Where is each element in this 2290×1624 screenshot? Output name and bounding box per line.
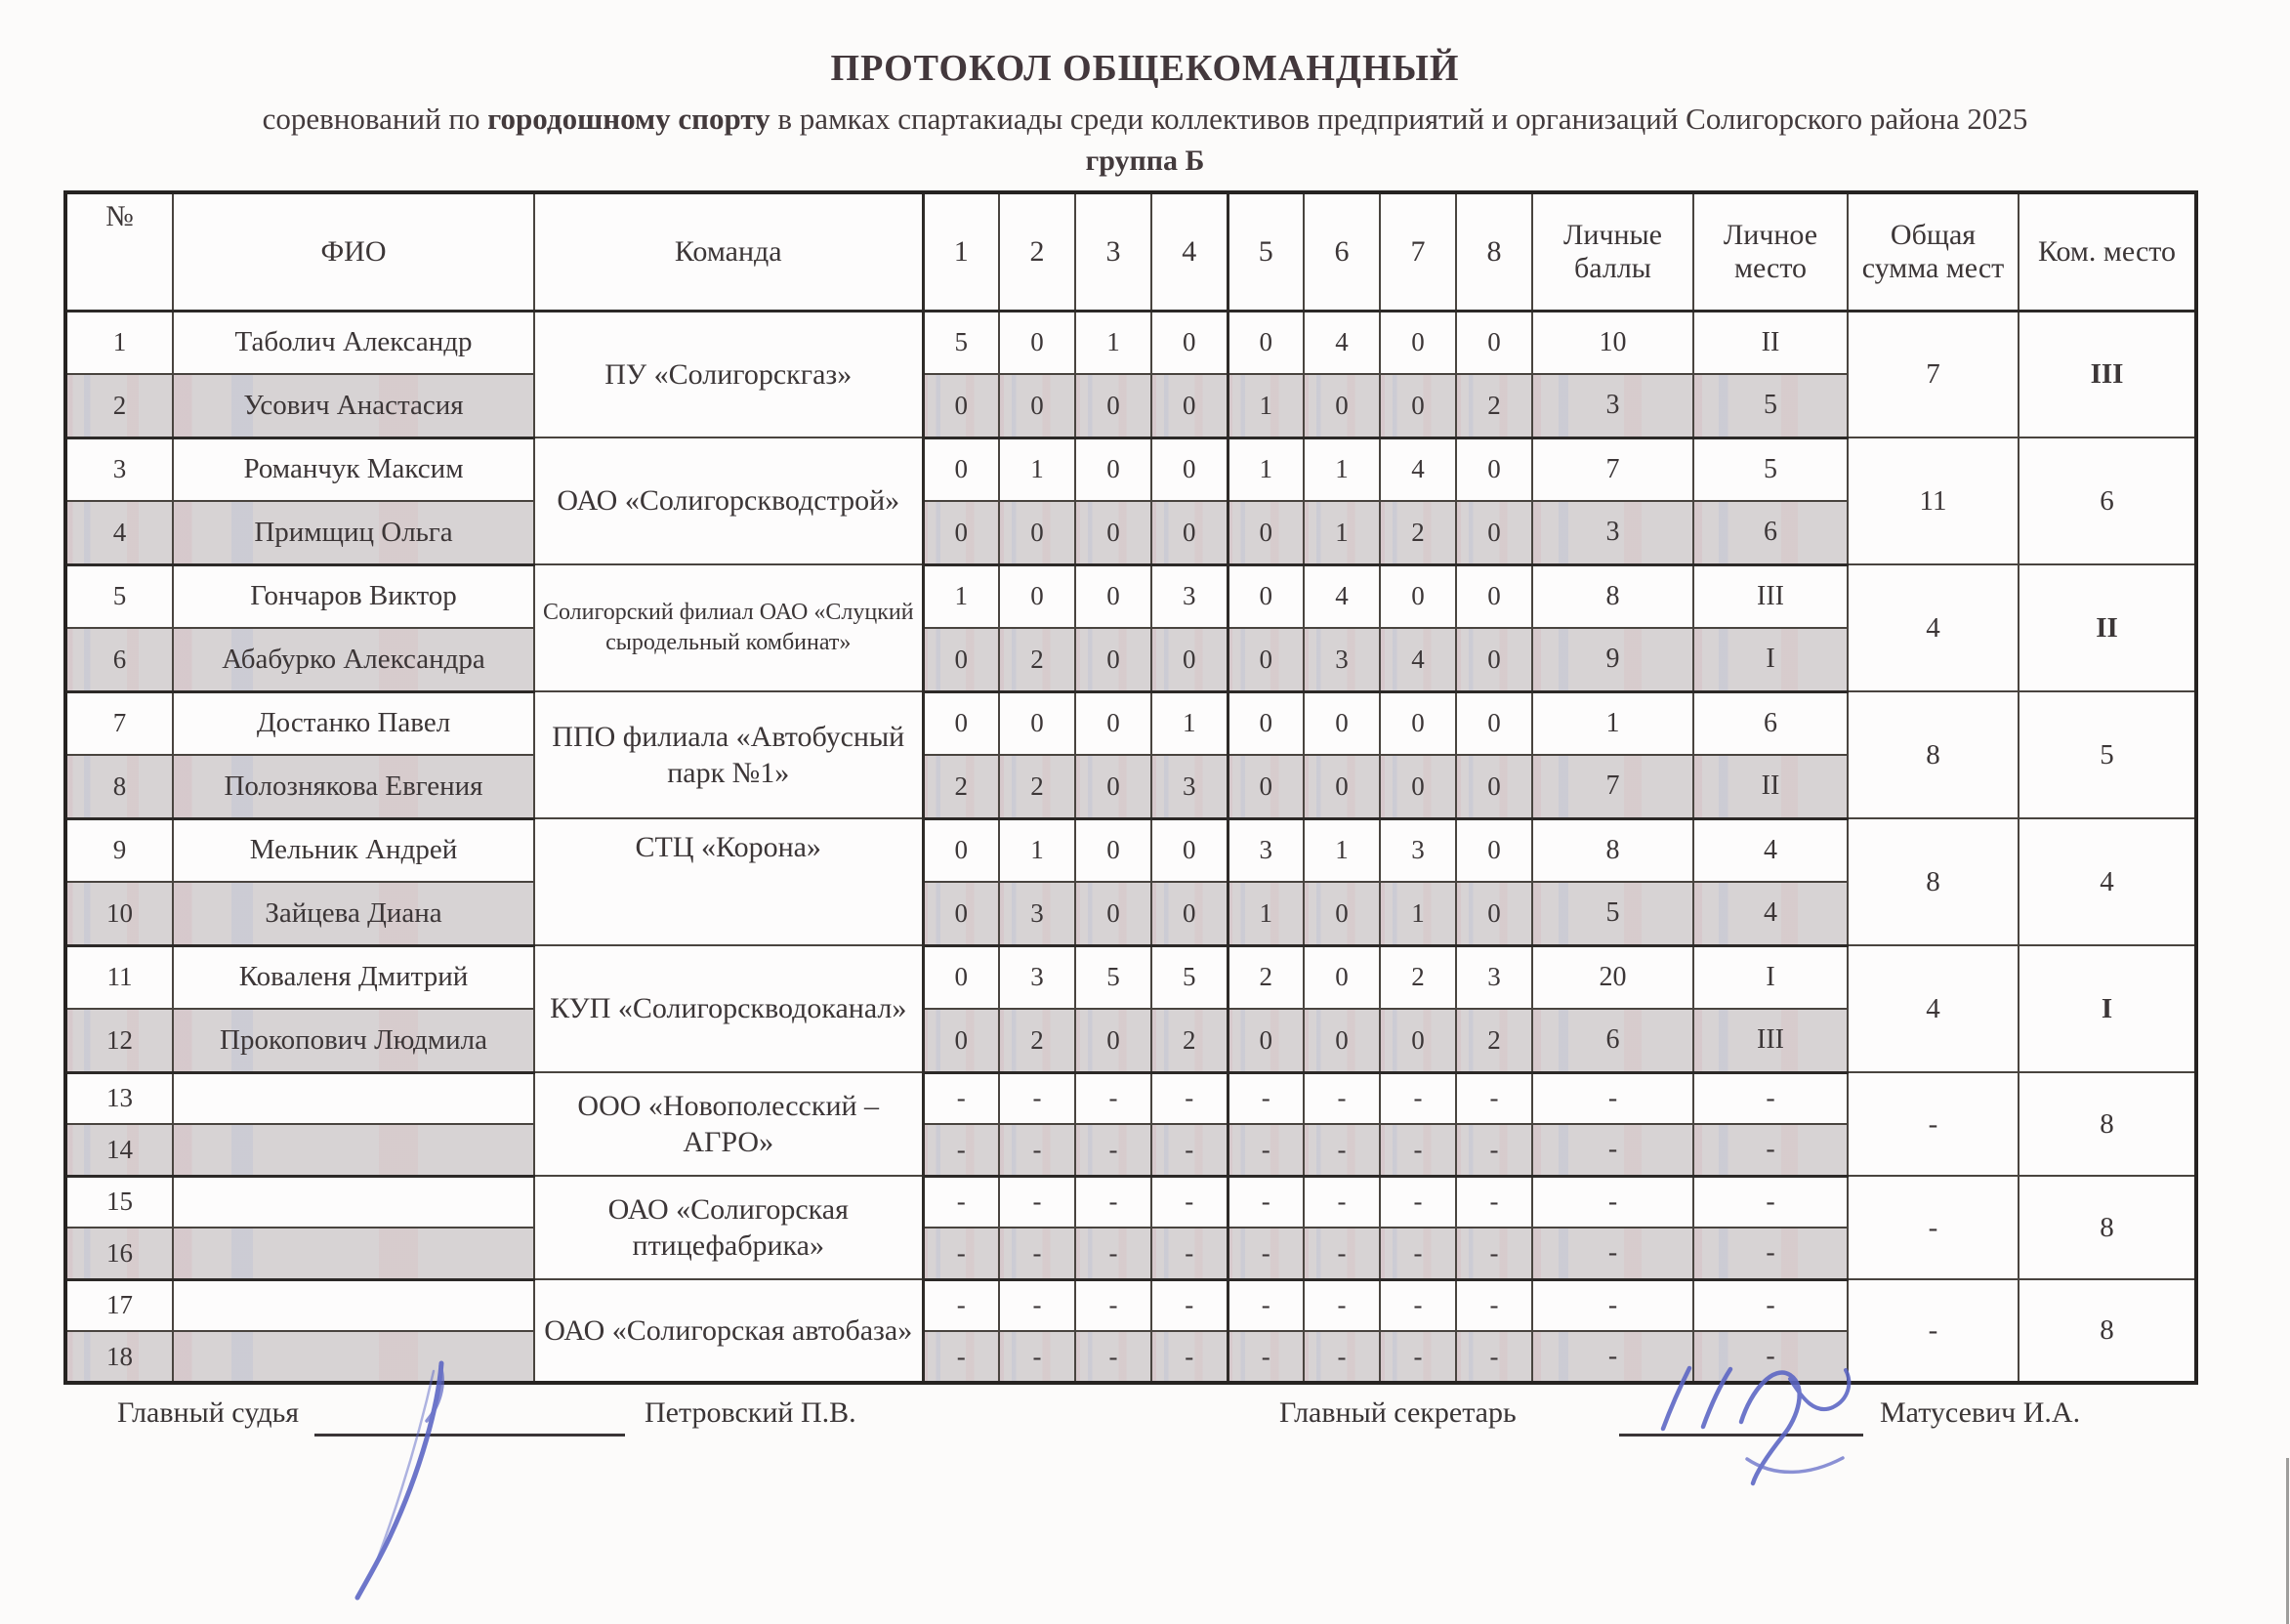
player-name-cell — [173, 1176, 534, 1228]
round-score-cell: 0 — [1075, 501, 1151, 564]
round-score-cell: - — [1456, 1176, 1532, 1228]
personal-place-cell: - — [1693, 1124, 1848, 1176]
personal-points-cell: 7 — [1532, 755, 1693, 818]
personal-points-cell: - — [1532, 1228, 1693, 1279]
column-header: № — [65, 192, 173, 311]
round-score-cell: - — [1304, 1331, 1380, 1383]
round-score-cell: 2 — [999, 755, 1075, 818]
row-number-cell: 10 — [65, 882, 173, 945]
column-header: Команда — [534, 192, 923, 311]
player-name-cell: Прокопович Людмила — [173, 1009, 534, 1072]
judge-signature-stroke — [357, 1363, 441, 1598]
row-number-cell: 8 — [65, 755, 173, 818]
judge-signature-line — [314, 1434, 625, 1437]
round-score-cell: 0 — [1456, 691, 1532, 755]
round-score-cell: - — [999, 1228, 1075, 1279]
round-score-cell: 1 — [1228, 882, 1304, 945]
team-sum-cell: 4 — [1848, 564, 2019, 691]
round-score-cell: 2 — [923, 755, 999, 818]
round-score-cell: 0 — [1456, 564, 1532, 628]
round-score-cell: 2 — [1380, 945, 1456, 1009]
round-score-cell: 0 — [1151, 374, 1228, 437]
round-score-cell: 0 — [1456, 311, 1532, 374]
personal-points-cell: 1 — [1532, 691, 1693, 755]
team-name-cell: ОАО «Солигорскводстрой» — [534, 437, 923, 564]
row-number-cell: 17 — [65, 1279, 173, 1331]
round-score-cell: 5 — [1075, 945, 1151, 1009]
round-score-cell: 4 — [1380, 628, 1456, 691]
table-row — [65, 945, 2196, 1009]
round-score-cell: 0 — [1228, 628, 1304, 691]
row-number-cell: 11 — [65, 945, 173, 1009]
round-score-cell: 0 — [1380, 564, 1456, 628]
round-score-cell: - — [923, 1176, 999, 1228]
table-row — [65, 311, 2196, 374]
round-score-cell: 4 — [1380, 437, 1456, 501]
page-subtitle — [0, 102, 2290, 137]
judge-signature-thin-stroke — [377, 1371, 434, 1561]
round-score-cell: 0 — [999, 311, 1075, 374]
personal-place-cell: - — [1693, 1072, 1848, 1124]
round-score-cell: 0 — [1304, 374, 1380, 437]
player-name-cell: Таболич Александр — [173, 311, 534, 374]
round-score-cell: - — [1304, 1124, 1380, 1176]
personal-place-cell: - — [1693, 1331, 1848, 1383]
round-score-cell: 0 — [1380, 311, 1456, 374]
round-score-cell: - — [923, 1072, 999, 1124]
round-score-cell: 0 — [1228, 1009, 1304, 1072]
column-header: 2 — [999, 192, 1075, 311]
round-score-cell: - — [1380, 1279, 1456, 1331]
player-name-cell: Усович Анастасия — [173, 374, 534, 437]
team-sum-cell: 7 — [1848, 311, 2019, 437]
round-score-cell: - — [1151, 1124, 1228, 1176]
table-row — [65, 1072, 2196, 1124]
row-number-cell: 3 — [65, 437, 173, 501]
table-row — [65, 691, 2196, 755]
column-header: 4 — [1151, 192, 1228, 311]
personal-place-cell: I — [1693, 628, 1848, 691]
secretary-signature-loop — [1741, 1373, 1800, 1483]
round-score-cell: 0 — [1304, 1009, 1380, 1072]
player-name-cell: Зайцева Диана — [173, 882, 534, 945]
round-score-cell: 0 — [923, 501, 999, 564]
round-score-cell: 3 — [1304, 628, 1380, 691]
round-score-cell: - — [1151, 1279, 1228, 1331]
round-score-cell: - — [1456, 1072, 1532, 1124]
round-score-cell: 0 — [1075, 1009, 1151, 1072]
round-score-cell: 0 — [999, 501, 1075, 564]
round-score-cell: 3 — [1151, 755, 1228, 818]
row-number-cell: 5 — [65, 564, 173, 628]
scan-edge-artifact — [2286, 1458, 2289, 1624]
round-score-cell: 0 — [999, 374, 1075, 437]
team-sum-cell: - — [1848, 1279, 2019, 1383]
table-row — [65, 437, 2196, 501]
round-score-cell: 2 — [1151, 1009, 1228, 1072]
round-score-cell: - — [1456, 1228, 1532, 1279]
personal-place-cell: - — [1693, 1176, 1848, 1228]
player-name-cell: Примщиц Ольга — [173, 501, 534, 564]
personal-points-cell: - — [1532, 1279, 1693, 1331]
round-score-cell: - — [1380, 1124, 1456, 1176]
round-score-cell: 0 — [1075, 437, 1151, 501]
personal-points-cell: 8 — [1532, 564, 1693, 628]
player-name-cell: Абабурко Александра — [173, 628, 534, 691]
round-score-cell: 0 — [1304, 882, 1380, 945]
round-score-cell: 2 — [1456, 1009, 1532, 1072]
column-header: 7 — [1380, 192, 1456, 311]
personal-place-cell: 4 — [1693, 882, 1848, 945]
round-score-cell: - — [1151, 1176, 1228, 1228]
column-header: Ком. место — [2019, 192, 2196, 311]
group-label: группа Б — [1085, 145, 1205, 177]
team-sum-cell: 11 — [1848, 437, 2019, 564]
row-number-cell: 18 — [65, 1331, 173, 1383]
team-place-cell: 8 — [2019, 1279, 2196, 1383]
round-score-cell: 0 — [1075, 628, 1151, 691]
row-number-cell: 16 — [65, 1228, 173, 1279]
round-score-cell: - — [999, 1279, 1075, 1331]
round-score-cell: - — [1228, 1228, 1304, 1279]
round-score-cell: - — [1380, 1072, 1456, 1124]
secretary-name: Матусевич И.А. — [1880, 1396, 2081, 1429]
round-score-cell: 0 — [1075, 818, 1151, 882]
round-score-cell: 0 — [923, 691, 999, 755]
round-score-cell: 1 — [923, 564, 999, 628]
round-score-cell: 0 — [1456, 818, 1532, 882]
round-score-cell: 0 — [923, 882, 999, 945]
round-score-cell: 0 — [1456, 437, 1532, 501]
personal-points-cell: - — [1532, 1331, 1693, 1383]
round-score-cell: 0 — [1151, 501, 1228, 564]
round-score-cell: 0 — [1304, 691, 1380, 755]
column-header: ФИО — [173, 192, 534, 311]
team-place-cell: 8 — [2019, 1072, 2196, 1176]
team-place-cell: II — [2019, 564, 2196, 691]
round-score-cell: - — [1228, 1176, 1304, 1228]
page-title: ПРОТОКОЛ ОБЩЕКОМАНДНЫЙ — [830, 48, 1460, 89]
column-header: 1 — [923, 192, 999, 311]
round-score-cell: - — [1380, 1331, 1456, 1383]
round-score-cell: 2 — [999, 1009, 1075, 1072]
round-score-cell: - — [1075, 1072, 1151, 1124]
row-number-cell: 7 — [65, 691, 173, 755]
team-name-cell: ППО филиала «Автобусный парк №1» — [534, 691, 923, 818]
round-score-cell: 0 — [1228, 564, 1304, 628]
round-score-cell: 2 — [999, 628, 1075, 691]
column-header: 8 — [1456, 192, 1532, 311]
personal-place-cell: III — [1693, 564, 1848, 628]
round-score-cell: 1 — [999, 437, 1075, 501]
personal-place-cell: III — [1693, 1009, 1848, 1072]
round-score-cell: 0 — [923, 945, 999, 1009]
personal-points-cell: 7 — [1532, 437, 1693, 501]
round-score-cell: 1 — [1380, 882, 1456, 945]
team-place-cell: 5 — [2019, 691, 2196, 818]
personal-place-cell: II — [1693, 755, 1848, 818]
team-sum-cell: - — [1848, 1072, 2019, 1176]
column-header: Личные баллы — [1532, 192, 1693, 311]
round-score-cell: 4 — [1304, 564, 1380, 628]
personal-points-cell: 3 — [1532, 374, 1693, 437]
subtitle-post: в рамках спартакиады среди коллективов предприятий и организаций Солигорского района 2025 — [770, 102, 2028, 136]
round-score-cell: - — [923, 1228, 999, 1279]
round-score-cell: 0 — [1075, 755, 1151, 818]
subtitle-sport-bold: городошному спорту — [487, 102, 770, 136]
personal-points-cell: 9 — [1532, 628, 1693, 691]
subtitle-pre: соревнований по — [262, 102, 488, 136]
round-score-cell: 0 — [923, 628, 999, 691]
round-score-cell: - — [1228, 1072, 1304, 1124]
round-score-cell: 0 — [1456, 882, 1532, 945]
team-place-cell: III — [2019, 311, 2196, 437]
round-score-cell: 0 — [999, 564, 1075, 628]
round-score-cell: - — [1228, 1331, 1304, 1383]
player-name-cell: Гончаров Виктор — [173, 564, 534, 628]
round-score-cell: 1 — [1228, 437, 1304, 501]
row-number-cell: 15 — [65, 1176, 173, 1228]
round-score-cell: - — [1228, 1124, 1304, 1176]
round-score-cell: 0 — [1456, 501, 1532, 564]
row-number-cell: 2 — [65, 374, 173, 437]
results-table-body — [65, 311, 2196, 1383]
secretary-label: Главный секретарь — [1279, 1396, 1517, 1429]
team-name-cell: Солигорский филиал ОАО «Слуцкий сыродельный комбинат» — [534, 564, 923, 691]
row-number-cell: 13 — [65, 1072, 173, 1124]
round-score-cell: 0 — [923, 818, 999, 882]
round-score-cell: 0 — [1228, 311, 1304, 374]
personal-points-cell: - — [1532, 1072, 1693, 1124]
round-score-cell: - — [1075, 1331, 1151, 1383]
round-score-cell: 1 — [1151, 691, 1228, 755]
round-score-cell: 0 — [1151, 818, 1228, 882]
personal-place-cell: 6 — [1693, 501, 1848, 564]
round-score-cell: - — [1304, 1072, 1380, 1124]
column-header: 6 — [1304, 192, 1380, 311]
round-score-cell: 0 — [1075, 882, 1151, 945]
round-score-cell: - — [1151, 1228, 1228, 1279]
table-row — [65, 818, 2196, 882]
personal-points-cell: 6 — [1532, 1009, 1693, 1072]
table-header — [65, 192, 2196, 311]
round-score-cell: 0 — [1151, 311, 1228, 374]
row-number-cell: 12 — [65, 1009, 173, 1072]
player-name-cell: Достанко Павел — [173, 691, 534, 755]
round-score-cell: - — [1456, 1124, 1532, 1176]
round-score-cell: 0 — [1380, 691, 1456, 755]
player-name-cell — [173, 1279, 534, 1331]
team-sum-cell: 8 — [1848, 691, 2019, 818]
personal-place-cell: 4 — [1693, 818, 1848, 882]
team-sum-cell: - — [1848, 1176, 2019, 1279]
round-score-cell: 0 — [1380, 755, 1456, 818]
team-sum-cell: 4 — [1848, 945, 2019, 1072]
secretary-signature-tail — [1747, 1458, 1843, 1472]
team-name-cell: ПУ «Солигорскгаз» — [534, 311, 923, 437]
round-score-cell: 0 — [923, 1009, 999, 1072]
team-place-cell: 6 — [2019, 437, 2196, 564]
round-score-cell: 0 — [1075, 691, 1151, 755]
column-header: 5 — [1228, 192, 1304, 311]
round-score-cell: - — [999, 1331, 1075, 1383]
judge-label: Главный судья — [117, 1396, 300, 1429]
player-name-cell: Мельник Андрей — [173, 818, 534, 882]
round-score-cell: 0 — [1151, 882, 1228, 945]
round-score-cell: 0 — [1228, 691, 1304, 755]
round-score-cell: - — [1228, 1279, 1304, 1331]
team-name-cell: ООО «Новополесский – АГРО» — [534, 1072, 923, 1176]
table-row — [65, 1279, 2196, 1331]
personal-place-cell: 5 — [1693, 374, 1848, 437]
round-score-cell: 2 — [1380, 501, 1456, 564]
round-score-cell: 1 — [1304, 501, 1380, 564]
round-score-cell: - — [1151, 1331, 1228, 1383]
team-name-cell: ОАО «Солигорская автобаза» — [534, 1279, 923, 1383]
round-score-cell: 3 — [1456, 945, 1532, 1009]
player-name-cell — [173, 1072, 534, 1124]
round-score-cell: 1 — [999, 818, 1075, 882]
personal-points-cell: - — [1532, 1124, 1693, 1176]
personal-place-cell: 6 — [1693, 691, 1848, 755]
judge-signature — [357, 1363, 442, 1598]
round-score-cell: - — [1304, 1228, 1380, 1279]
player-name-cell: Полознякова Евгения — [173, 755, 534, 818]
round-score-cell: 5 — [923, 311, 999, 374]
round-score-cell: - — [1380, 1176, 1456, 1228]
header-row — [65, 192, 2196, 311]
round-score-cell: - — [1075, 1279, 1151, 1331]
round-score-cell: 1 — [1304, 437, 1380, 501]
round-score-cell: 5 — [1151, 945, 1228, 1009]
player-name-cell — [173, 1331, 534, 1383]
row-number-cell: 9 — [65, 818, 173, 882]
team-place-cell: 8 — [2019, 1176, 2196, 1279]
round-score-cell: 0 — [1228, 501, 1304, 564]
round-score-cell: 0 — [1228, 755, 1304, 818]
round-score-cell: - — [923, 1331, 999, 1383]
row-number-cell: 14 — [65, 1124, 173, 1176]
personal-place-cell: II — [1693, 311, 1848, 374]
round-score-cell: 0 — [923, 374, 999, 437]
round-score-cell: 0 — [1456, 628, 1532, 691]
player-name-cell: Романчук Максим — [173, 437, 534, 501]
round-score-cell: - — [1304, 1279, 1380, 1331]
team-name-cell: КУП «Солигорскводоканал» — [534, 945, 923, 1072]
player-name-cell: Коваленя Дмитрий — [173, 945, 534, 1009]
team-place-cell: 4 — [2019, 818, 2196, 945]
round-score-cell: 3 — [1228, 818, 1304, 882]
round-score-cell: 4 — [1304, 311, 1380, 374]
round-score-cell: 0 — [1304, 945, 1380, 1009]
team-name-cell: ОАО «Солигорская птицефабрика» — [534, 1176, 923, 1279]
personal-points-cell: 3 — [1532, 501, 1693, 564]
column-header: Общая сумма мест — [1848, 192, 2019, 311]
table-row — [65, 564, 2196, 628]
round-score-cell: - — [923, 1279, 999, 1331]
personal-place-cell: 5 — [1693, 437, 1848, 501]
round-score-cell: 0 — [1304, 755, 1380, 818]
round-score-cell: - — [1456, 1331, 1532, 1383]
table-row — [65, 1176, 2196, 1228]
row-number-cell: 1 — [65, 311, 173, 374]
round-score-cell: 0 — [1075, 374, 1151, 437]
round-score-cell: - — [1380, 1228, 1456, 1279]
round-score-cell: 0 — [1456, 755, 1532, 818]
personal-place-cell: - — [1693, 1279, 1848, 1331]
round-score-cell: 2 — [1228, 945, 1304, 1009]
round-score-cell: 0 — [1380, 374, 1456, 437]
round-score-cell: - — [999, 1124, 1075, 1176]
personal-points-cell: 8 — [1532, 818, 1693, 882]
round-score-cell: - — [1075, 1176, 1151, 1228]
personal-points-cell: 5 — [1532, 882, 1693, 945]
round-score-cell: 0 — [1075, 564, 1151, 628]
team-place-cell: I — [2019, 945, 2196, 1072]
round-score-cell: 0 — [1151, 437, 1228, 501]
round-score-cell: 1 — [1304, 818, 1380, 882]
round-score-cell: 0 — [923, 437, 999, 501]
round-score-cell: 1 — [1075, 311, 1151, 374]
personal-place-cell: - — [1693, 1228, 1848, 1279]
round-score-cell: 3 — [1380, 818, 1456, 882]
secretary-signature-line — [1619, 1434, 1863, 1437]
personal-points-cell: - — [1532, 1176, 1693, 1228]
round-score-cell: 3 — [999, 882, 1075, 945]
column-header: Личное место — [1693, 192, 1848, 311]
round-score-cell: 1 — [1228, 374, 1304, 437]
round-score-cell: 3 — [999, 945, 1075, 1009]
row-number-cell: 6 — [65, 628, 173, 691]
row-number-cell: 4 — [65, 501, 173, 564]
round-score-cell: - — [1456, 1279, 1532, 1331]
round-score-cell: 2 — [1456, 374, 1532, 437]
round-score-cell: 0 — [1151, 628, 1228, 691]
secretary-signature — [1663, 1368, 1849, 1483]
round-score-cell: - — [1075, 1228, 1151, 1279]
round-score-cell: - — [1151, 1072, 1228, 1124]
round-score-cell: - — [999, 1072, 1075, 1124]
column-header: 3 — [1075, 192, 1151, 311]
personal-place-cell: I — [1693, 945, 1848, 1009]
team-sum-cell: 8 — [1848, 818, 2019, 945]
round-score-cell: - — [999, 1176, 1075, 1228]
player-name-cell — [173, 1228, 534, 1279]
round-score-cell: 3 — [1151, 564, 1228, 628]
team-name-cell: СТЦ «Корона» — [534, 818, 923, 945]
round-score-cell: 0 — [999, 691, 1075, 755]
player-name-cell — [173, 1124, 534, 1176]
round-score-cell: - — [1304, 1176, 1380, 1228]
personal-points-cell: 20 — [1532, 945, 1693, 1009]
results-table — [63, 190, 2198, 1385]
round-score-cell: 0 — [1380, 1009, 1456, 1072]
judge-name: Петровский П.В. — [645, 1396, 856, 1429]
round-score-cell: - — [1075, 1124, 1151, 1176]
round-score-cell: - — [923, 1124, 999, 1176]
personal-points-cell: 10 — [1532, 311, 1693, 374]
